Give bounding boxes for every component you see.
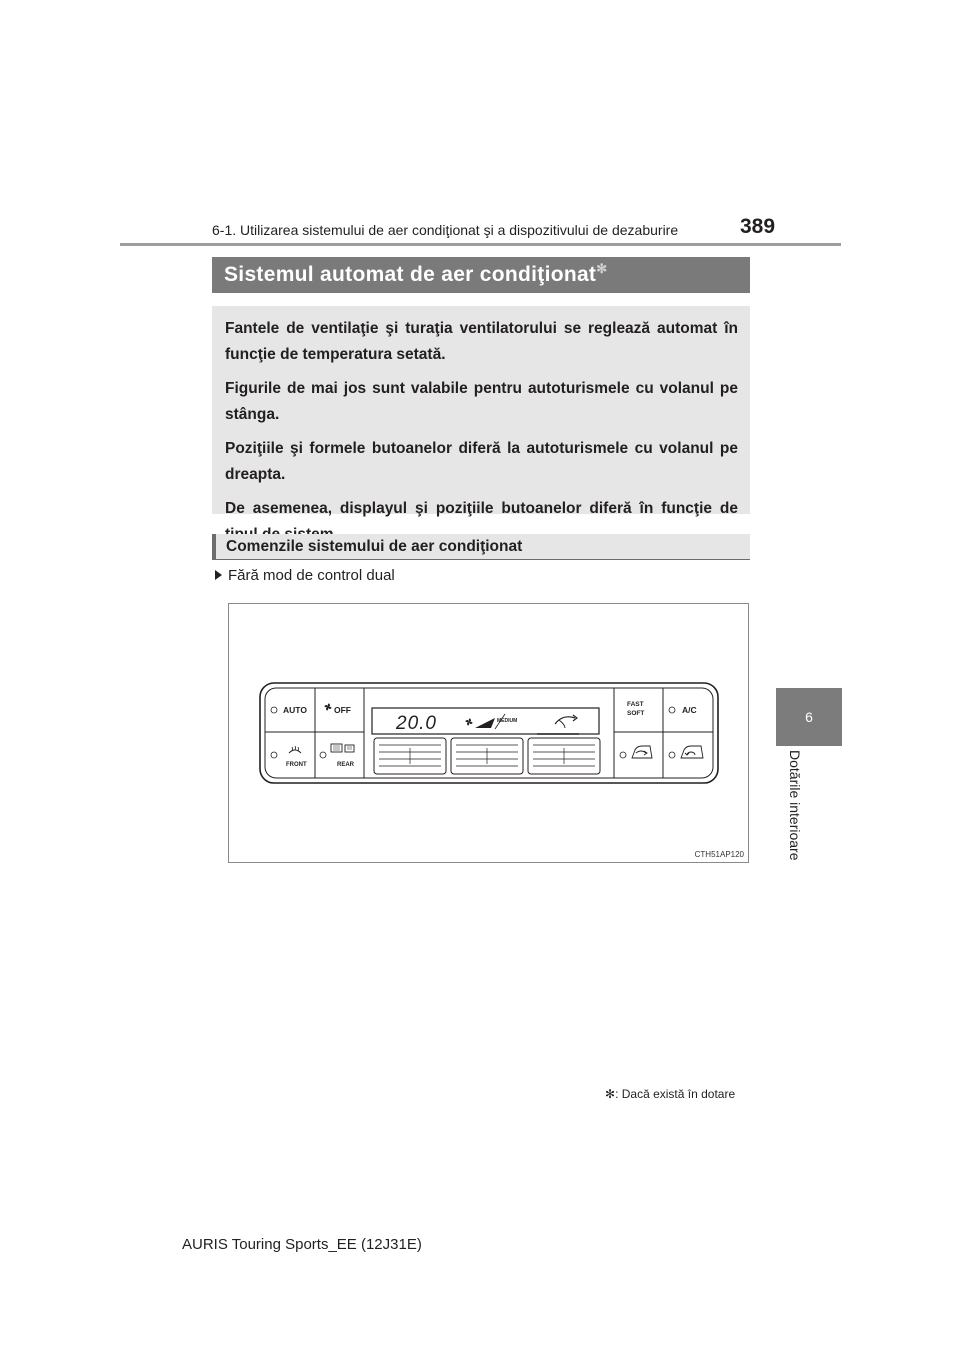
footnote-text: : Dacă există în dotare <box>615 1087 736 1101</box>
page-number: 389 <box>740 215 776 238</box>
center-vents <box>374 738 600 774</box>
fast-label: FAST <box>627 701 644 708</box>
fan-mode-label: MEDIUM <box>497 718 518 724</box>
section-title-text: Sistemul automat de aer condiţionat <box>224 263 597 286</box>
intro-paragraph: Fantele de ventilaţie şi turaţia ventilatorului se reglează automat în funcţie de temperatura setată. <box>225 320 738 363</box>
bullet-text: Fără mod de control dual <box>228 567 395 584</box>
chapter-number: 6 <box>805 709 813 725</box>
bullet-item <box>215 567 395 584</box>
temperature-readout: 20.0 <box>396 713 437 734</box>
auto-label: AUTO <box>283 705 307 715</box>
section-title <box>212 257 750 293</box>
chapter-tab <box>776 688 842 746</box>
ac-label: A/C <box>682 705 697 715</box>
ac-control-panel <box>259 682 719 784</box>
page-footer: AURIS Touring Sports_EE (12J31E) <box>182 1236 422 1253</box>
asterisk-icon: ✻ <box>596 261 608 276</box>
header-divider <box>120 243 841 246</box>
off-label: OFF <box>334 705 351 715</box>
subheading: Comenzile sistemului de aer condiţionat <box>212 534 750 560</box>
triangle-bullet-icon <box>215 570 222 580</box>
climate-display <box>372 708 599 734</box>
control-panel-figure <box>228 603 749 863</box>
chapter-label: Dotările interioare <box>787 750 803 861</box>
intro-paragraph: Figurile de mai jos sunt valabile pentru autoturismele cu volanul pe stânga. <box>225 380 738 423</box>
intro-paragraph: De asemenea, displayul şi poziţiile butoanelor diferă în funcţie de <box>225 500 738 517</box>
chapter-label-container <box>783 750 803 900</box>
intro-box <box>212 306 750 517</box>
front-label: FRONT <box>286 762 307 768</box>
asterisk-icon: ✻ <box>605 1087 616 1101</box>
soft-label: SOFT <box>627 710 645 717</box>
figure-code: CTH51AP120 <box>694 850 744 859</box>
running-header: 6-1. Utilizarea sistemului de aer condiţionat şi a dispozitivului de dezaburire <box>212 222 679 238</box>
footnote <box>605 1087 735 1101</box>
intro-paragraph: Poziţiile şi formele butoanelor diferă la autoturismele cu volanul pe dreapta. <box>225 440 738 483</box>
rear-label: REAR <box>337 762 355 768</box>
